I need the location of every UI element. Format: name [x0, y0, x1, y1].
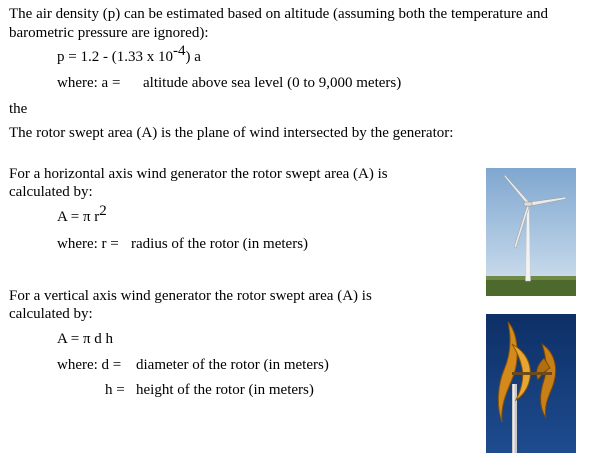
vertical-intro-line2: calculated by: — [9, 306, 93, 322]
air-density-intro: The air density (p) can be estimated based on altitude (assuming both the temperature and barometric pressure are ignored): — [9, 6, 548, 41]
horizontal-formula — [57, 203, 107, 227]
horizontal-formula-left: A = π r — [57, 209, 100, 225]
vertical-intro-line1: For a vertical axis wind generator the rotor swept area (A) is — [9, 288, 372, 304]
horizontal-formula-exponent: 2 — [99, 203, 107, 219]
air-density-formula-exponent: -4 — [172, 43, 186, 59]
connector-text: the — [9, 101, 28, 117]
horizontal-where-desc: radius of the rotor (in meters) — [131, 236, 309, 252]
horizontal-intro-line2: calculated by: — [9, 184, 93, 200]
horizontal-turbine-illustration — [486, 168, 576, 296]
air-density-formula-right: ) a — [185, 49, 201, 65]
horizontal-where-prefix: where: r = — [57, 236, 119, 252]
vertical-formula: A = π d h — [57, 331, 114, 347]
horizontal-intro-line1: For a horizontal axis wind generator the rotor swept area (A) is — [9, 166, 388, 182]
air-density-where-prefix: where: a = — [57, 75, 121, 91]
air-density-formula-left: p = 1.2 - (1.33 x 10 — [57, 49, 173, 65]
air-density-formula — [57, 43, 201, 67]
vertical-turbine-illustration — [486, 314, 576, 453]
horizontal-axis-wind-turbine-photo — [486, 168, 576, 296]
vertical-where-d-desc: diameter of the rotor (in meters) — [136, 357, 329, 373]
air-density-where-desc: altitude above sea level (0 to 9,000 meters) — [143, 75, 402, 91]
vertical-where-h-desc: height of the rotor (in meters) — [136, 382, 314, 398]
vertical-axis-wind-turbine-photo — [486, 314, 576, 453]
vertical-where-h-prefix: h = — [105, 382, 125, 398]
vertical-where-d-prefix: where: d = — [57, 357, 122, 373]
swept-area-intro: The rotor swept area (A) is the plane of wind intersected by the generator: — [9, 125, 454, 141]
